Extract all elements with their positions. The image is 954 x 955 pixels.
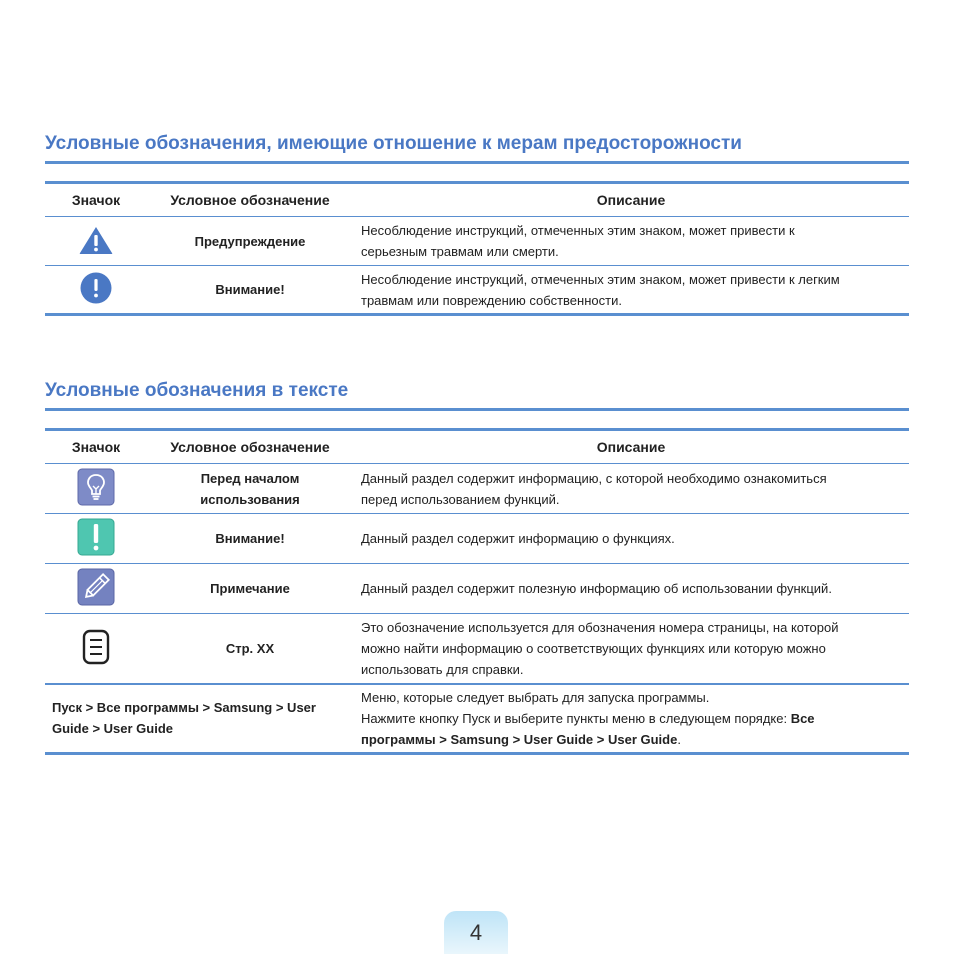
desc-line: Несоблюдение инструкций, отмеченных этим знаком, может привести к bbox=[361, 223, 795, 238]
desc-line: травмам или повреждению собственности. bbox=[361, 292, 622, 308]
table-row bbox=[45, 614, 909, 684]
table-row bbox=[45, 266, 909, 315]
icon-cell bbox=[45, 217, 147, 266]
header-icon: Значок bbox=[45, 430, 147, 464]
menu-path-row bbox=[45, 684, 909, 754]
pencil-icon bbox=[77, 568, 115, 606]
icon-cell bbox=[45, 564, 147, 614]
desc-line: серьезным травмам или смерти. bbox=[361, 244, 559, 259]
desc-line: Это обозначение используется для обозначения номера страницы, на которой bbox=[361, 619, 839, 635]
page-icon bbox=[82, 629, 110, 665]
warning-triangle-icon bbox=[78, 225, 114, 255]
table-row bbox=[45, 464, 909, 514]
header-desc: Описание bbox=[353, 183, 909, 217]
symbol-name: Внимание! bbox=[147, 514, 353, 564]
icon-cell bbox=[45, 514, 147, 564]
symbol-name: Внимание! bbox=[215, 282, 285, 297]
desc-line bbox=[361, 708, 897, 729]
name-line: использования bbox=[200, 491, 300, 507]
desc-line: использовать для справки. bbox=[361, 661, 524, 677]
header-name: Условное обозначение bbox=[147, 183, 353, 217]
table-header-row bbox=[45, 183, 909, 217]
safety-symbols-table bbox=[45, 181, 909, 316]
menu-path-description bbox=[353, 684, 909, 754]
symbol-name: Стр. XX bbox=[147, 614, 353, 684]
text-symbols-table bbox=[45, 428, 909, 755]
symbol-description bbox=[353, 464, 909, 514]
header-desc: Описание bbox=[353, 430, 909, 464]
symbol-name: Предупреждение bbox=[147, 217, 353, 266]
desc-bold: программы > Samsung > User Guide > User Guide bbox=[361, 731, 678, 747]
symbol-name bbox=[147, 464, 353, 514]
symbol-description bbox=[353, 217, 909, 266]
menu-path-line: Пуск > Все программы > Samsung > User bbox=[52, 700, 316, 716]
desc-line: перед использованием функций. bbox=[361, 491, 560, 507]
caution-circle-icon bbox=[80, 272, 112, 304]
symbol-description bbox=[353, 266, 909, 315]
desc-text: . bbox=[677, 731, 681, 747]
desc-line: Данный раздел содержит информацию о функциях. bbox=[361, 531, 675, 546]
icon-cell bbox=[45, 266, 147, 315]
menu-path bbox=[45, 684, 353, 754]
symbol-description bbox=[353, 564, 909, 614]
symbol-description bbox=[353, 614, 909, 684]
table-row bbox=[45, 217, 909, 266]
icon-cell bbox=[45, 464, 147, 514]
menu-path-line: Guide > User Guide bbox=[52, 721, 174, 737]
exclamation-icon bbox=[77, 518, 115, 556]
desc-text: Нажмите кнопку Пуск и выберите пункты меню в следующем порядке: bbox=[361, 710, 791, 726]
table-row bbox=[45, 564, 909, 614]
section-title-safety: Условные обозначения, имеющие отношение к мерам предосторожности bbox=[45, 133, 909, 164]
header-name: Условное обозначение bbox=[147, 430, 353, 464]
name-line: Перед началом bbox=[200, 470, 300, 486]
desc-line: Данный раздел содержит информацию, с которой необходимо ознакомиться bbox=[361, 470, 827, 486]
page-number: 4 bbox=[444, 911, 508, 954]
desc-bold: Все bbox=[790, 710, 815, 726]
icon-cell bbox=[45, 614, 147, 684]
desc-line: Данный раздел содержит полезную информацию об использовании функций. bbox=[361, 581, 832, 596]
table-header-row bbox=[45, 430, 909, 464]
table-row bbox=[45, 514, 909, 564]
desc-line bbox=[361, 729, 897, 750]
header-icon: Значок bbox=[45, 183, 147, 217]
lightbulb-icon bbox=[77, 468, 115, 506]
desc-line: Меню, которые следует выбрать для запуска программы. bbox=[361, 689, 710, 705]
desc-line: можно найти информацию о соответствующих функциях или которую можно bbox=[361, 640, 826, 656]
symbol-name: Примечание bbox=[147, 564, 353, 614]
desc-line: Несоблюдение инструкций, отмеченных этим знаком, может привести к легким bbox=[361, 271, 840, 287]
symbol-description bbox=[353, 514, 909, 564]
section-title-text-symbols: Условные обозначения в тексте bbox=[45, 380, 909, 411]
